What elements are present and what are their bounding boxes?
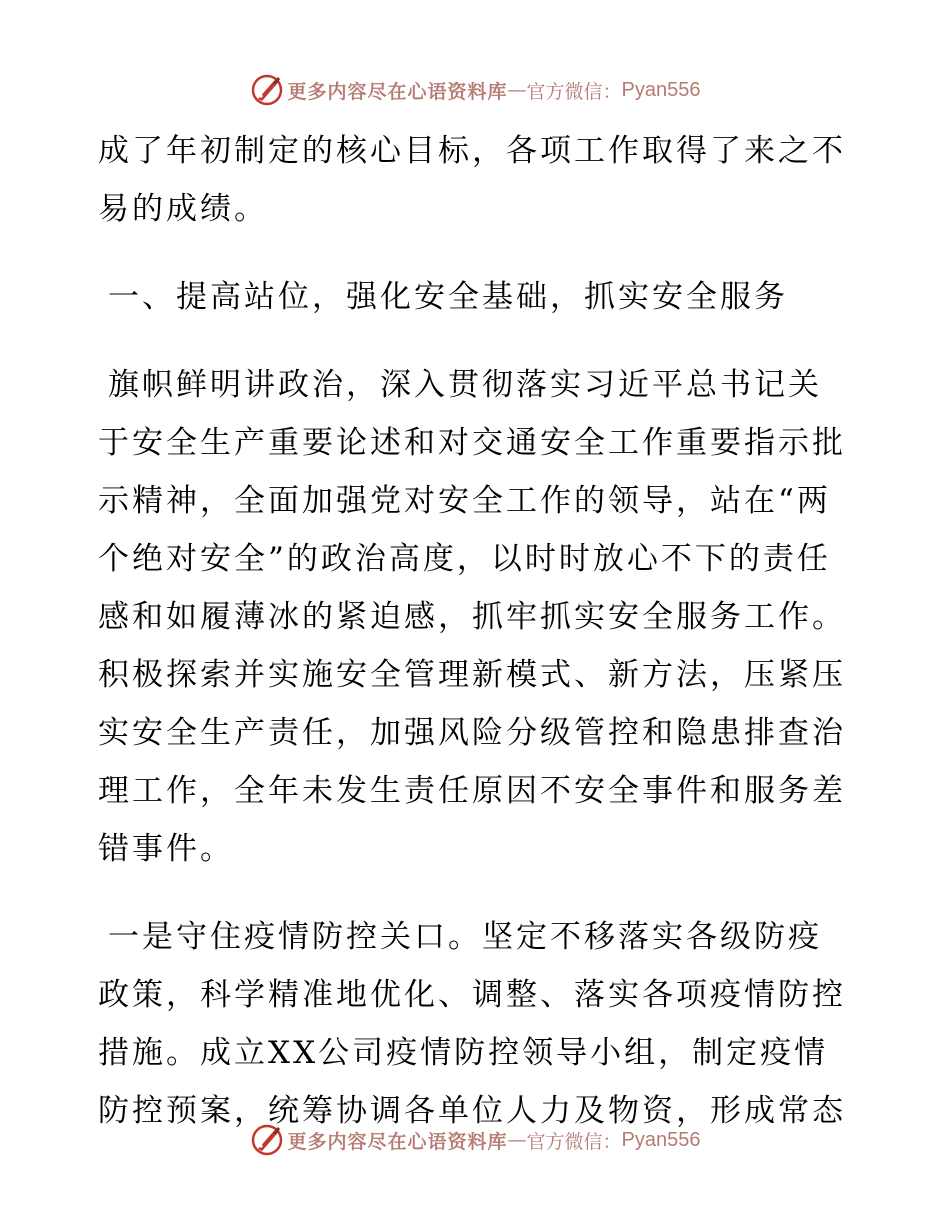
header-wechat-id: Pyan556: [621, 78, 701, 101]
text-line: 于安全生产重要论述和对交通安全工作重要指示批: [98, 425, 846, 461]
quill-pen-logo-icon: [250, 1123, 284, 1157]
text-line: 防控预案，统筹协调各单位人力及物资，形成常态: [98, 1093, 846, 1129]
text-line: 成了年初制定的核心目标，各项工作取得了来之不: [98, 133, 846, 169]
header-site-text: 更多内容尽在心语资料库: [287, 80, 508, 103]
text-line: 感和如履薄冰的紧迫感，抓牢抓实安全服务工作。: [98, 599, 846, 635]
text-line: 错事件。: [98, 831, 234, 867]
header-wechat-label: 官方微信：: [526, 80, 622, 103]
text-line: 旗帜鲜明讲政治，深入贯彻落实习近平总书记关: [108, 367, 822, 403]
paragraph-2: [98, 356, 858, 878]
text-line: 实安全生产责任，加强风险分级管控和隐患排查治: [98, 715, 846, 751]
text-line: 个绝对安全”的政治高度，以时时放心不下的责任: [98, 541, 831, 577]
document-body: [98, 122, 858, 1140]
section-heading: 一、提高站位，强化安全基础，抓实安全服务: [108, 279, 788, 315]
text-line: 理工作，全年未发生责任原因不安全事件和服务差: [98, 773, 846, 809]
header-banner: [0, 70, 950, 110]
text-line: 示精神，全面加强党对安全工作的领导，站在“两: [98, 483, 831, 519]
header-dash: —: [507, 79, 527, 101]
footer-site-text: 更多内容尽在心语资料库: [287, 1130, 508, 1153]
paragraph-1: [98, 122, 858, 238]
footer-banner: [0, 1120, 950, 1160]
footer-wechat-id: Pyan556: [621, 1128, 701, 1151]
footer-dash: —: [507, 1129, 527, 1151]
quill-pen-logo-icon: [250, 73, 284, 107]
text-line: 措施。成立XX公司疫情防控领导小组，制定疫情: [98, 1035, 829, 1071]
text-line: 易的成绩。: [98, 191, 268, 227]
paragraph-3: [98, 908, 858, 1140]
text-line: 政策，科学精准地优化、调整、落实各项疫情防控: [98, 977, 846, 1013]
footer-wechat-label: 官方微信：: [526, 1130, 622, 1153]
text-line: 一是守住疫情防控关口。坚定不移落实各级防疫: [108, 919, 822, 955]
text-line: 积极探索并实施安全管理新模式、新方法，压紧压: [98, 657, 846, 693]
